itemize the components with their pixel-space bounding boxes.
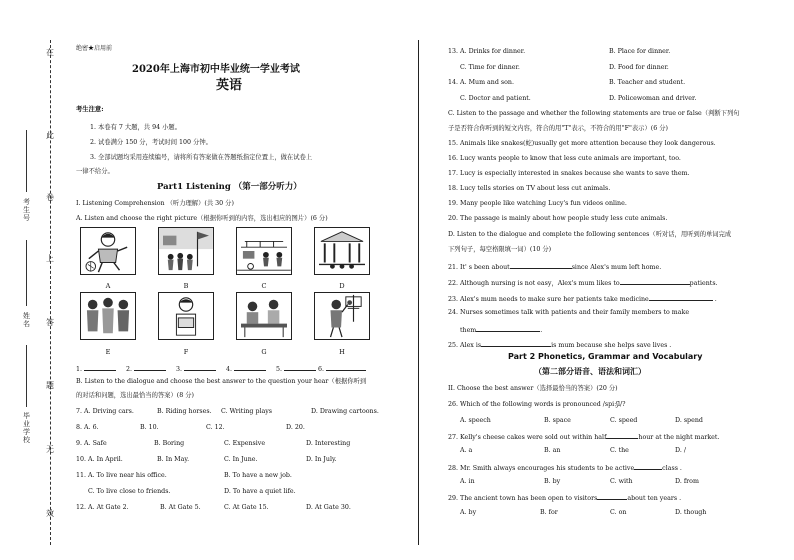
blank-line[interactable] [184, 364, 216, 371]
option[interactable]: C. speed [610, 417, 638, 424]
blank-line[interactable] [84, 364, 116, 371]
section-c-instruction: C. Listen to the passage and whether the following statements are true or false（判断下列句 [448, 110, 740, 117]
question-29-stem: 29. The ancient town has been open to visitors about ten years . [448, 495, 682, 502]
picture-a[interactable] [80, 227, 136, 275]
basketball-icon [315, 293, 369, 339]
blank-line[interactable] [597, 493, 627, 500]
school-field[interactable] [26, 345, 27, 407]
blank-line[interactable] [476, 325, 540, 332]
option[interactable]: C. Expensive [224, 440, 266, 447]
option[interactable]: D. spend [675, 417, 703, 424]
option[interactable]: A. by [460, 509, 477, 516]
picture-c[interactable] [236, 227, 292, 275]
seal-line [50, 40, 51, 545]
option[interactable]: D. Policewoman and driver. [609, 95, 697, 102]
part2-title: Part 2 Phonetics, Grammar and Vocabulary [508, 352, 703, 361]
option[interactable]: B. Boring [154, 440, 185, 447]
blank-line[interactable] [284, 364, 316, 371]
name-label: 姓名 [23, 312, 30, 328]
blank-line[interactable] [326, 364, 366, 371]
section-ii-instruction: II. Choose the best answer（选择最恰当的答案）(20 分) [448, 385, 618, 392]
seal-char: 题 [46, 381, 54, 390]
exam-id-label: 考生号 [23, 198, 30, 222]
question-14-a[interactable]: 14. A. Mum and son. [448, 79, 514, 86]
picture-f[interactable] [158, 292, 214, 340]
seal-char: 无 [46, 445, 54, 454]
option[interactable]: D. / [675, 447, 686, 454]
picture-g[interactable] [236, 292, 292, 340]
option[interactable]: B. At Gate 5. [160, 504, 201, 511]
statement-19: 19. Many people like watching Lucy's fun videos online. [448, 200, 627, 207]
fill-question-23: 23. Alex's mum needs to make sure her patients take medicine . [448, 296, 717, 303]
question-27-stem: 27. Kelly's cheese cakes were sold out within half hour at the night market. [448, 434, 720, 441]
statement-18: 18. Lucy tells stories on TV about less cut animals. [448, 185, 611, 192]
option[interactable]: D. though [675, 509, 707, 516]
blank-line[interactable] [649, 294, 713, 301]
crowd-icon [81, 293, 135, 339]
option[interactable]: A. speech [460, 417, 491, 424]
question-9: 9. A. Safe [76, 440, 107, 447]
seal-char: 答 [46, 318, 54, 327]
picture-label: C [261, 282, 267, 290]
picture-label: F [183, 348, 189, 356]
option[interactable]: D. At Gate 30. [306, 504, 351, 511]
name-field[interactable] [26, 240, 27, 306]
picture-label: H [339, 348, 345, 356]
note-item: 一律不给分。 [76, 168, 114, 175]
question-26-stem: 26. Which of the following words is pronounced /spiːʃl/? [448, 401, 626, 408]
question-10: 10. A. In April. [76, 456, 123, 463]
picture-label: A [105, 282, 111, 290]
picture-b[interactable] [158, 227, 214, 275]
fill-question-24-cont: them . [460, 327, 543, 334]
section-a-instruction: A. Listen and choose the right picture（根据你听到的内容，选出相应的图片）(6 分) [76, 215, 328, 222]
option[interactable]: D. 20. [286, 424, 305, 431]
option[interactable]: C. Time for dinner. [460, 64, 520, 71]
statement-15: 15. Animals like snakes(蛇)usually get more attention because they look dangerous. [448, 140, 716, 147]
question-28-stem: 28. Mr. Smith always encourages his students to be active class . [448, 465, 682, 472]
option[interactable]: B. Teacher and student. [609, 79, 686, 86]
answer-blank-3: 3. [176, 364, 216, 374]
option[interactable]: B. In May. [157, 456, 190, 463]
option[interactable]: C. the [610, 447, 629, 454]
seal-char: 在 [46, 48, 54, 57]
section-d-instruction: 下列句子，每空格限填一词）(10 分) [448, 246, 552, 253]
seal-char: 上 [46, 254, 54, 263]
answer-blank-2: 2. [126, 364, 166, 374]
question-13-a[interactable]: 13. A. Drinks for dinner. [448, 48, 526, 55]
question-7: 7. A. Driving cars. [76, 408, 134, 415]
seal-char: 效 [46, 509, 54, 518]
answer-blank-6: 6. [318, 364, 366, 374]
option[interactable]: B. Place for dinner. [609, 48, 671, 55]
seal-char: 卷 [46, 193, 54, 202]
option[interactable]: D. Drawing cartoons. [311, 408, 379, 415]
blank-line[interactable] [620, 278, 690, 285]
blank-line[interactable] [134, 364, 166, 371]
option[interactable]: A. a [460, 447, 473, 454]
blank-line[interactable] [234, 364, 266, 371]
question-12-a[interactable]: 12. A. At Gate 2. [76, 504, 129, 511]
option[interactable]: C. with [610, 478, 633, 485]
question-8: 8. A. 6. [76, 424, 99, 431]
blank-line[interactable] [510, 262, 572, 269]
section-c-instruction: 子是否符合你听到的短文内容，符合的用"T"表示，不符合的用"F"表示）(6 分) [448, 125, 668, 132]
school-label: 毕业学校 [23, 412, 30, 444]
answer-blank-5: 5. [276, 364, 316, 374]
option[interactable]: D. Interesting [306, 440, 351, 447]
subject-title: 英语 [216, 78, 243, 93]
option[interactable]: C. Doctor and patient. [460, 95, 531, 102]
man-reading-icon [159, 293, 213, 339]
fill-question-22: 22. Although nursing is not easy，Alex's mum likes to patients. [448, 280, 718, 287]
picture-label: G [261, 348, 267, 356]
boy-soccer-icon [81, 228, 135, 274]
option[interactable]: C. Writing plays [221, 408, 273, 415]
fill-question-25: 25. Alex is is mum because she helps save lives . [448, 342, 672, 349]
option[interactable]: B. To have a new job. [224, 472, 292, 479]
blank-line[interactable] [634, 463, 662, 470]
exam-id-field[interactable] [26, 130, 27, 192]
option[interactable]: B. by [544, 478, 561, 485]
part1-title: Part1 Listening （第一部分听力） [157, 182, 302, 192]
blank-line[interactable] [606, 432, 638, 439]
note-item: 3. 全部试题均采用连续编号，请将所有答案做在答题纸指定位置上，做在试卷上 [90, 154, 313, 161]
picture-label: E [105, 348, 111, 356]
statement-16: 16. Lucy wants people to know that less cute animals are important, too. [448, 155, 681, 162]
section-b-instruction: B. Listen to the dialogue and choose the best answer to the question your hear（根据你听到 [76, 378, 367, 385]
note-item: 1. 本卷有 7 大题，共 94 小题。 [90, 124, 182, 131]
option[interactable]: C. 12. [206, 424, 225, 431]
option[interactable]: C. To live close to friends. [88, 488, 171, 495]
exam-title: 2020年上海市初中毕业统一学业考试 [132, 64, 300, 75]
section-b-instruction: 的对话和问题，选出最恰当的答案）(8 分) [76, 392, 194, 399]
picture-d[interactable] [314, 227, 370, 275]
binding-margin [0, 0, 62, 560]
picture-label: B [183, 282, 189, 290]
option[interactable]: D. In July. [306, 456, 337, 463]
section-d-instruction: D. Listen to the dialogue and complete the following sentences（听对话，用听到的单词完成 [448, 231, 732, 238]
option[interactable]: C. on [610, 509, 627, 516]
museum-icon [315, 228, 369, 274]
question-11-a[interactable]: 11. A. To live near his office. [76, 472, 167, 479]
answer-blank-4: 4. [226, 364, 266, 374]
fill-question-21: 21. It' s been about since Alex's mum left home. [448, 264, 662, 271]
column-divider [418, 40, 419, 545]
notes-heading: 考生注意: [76, 106, 104, 113]
students-desk-icon [237, 293, 291, 339]
picture-label: D [339, 282, 345, 290]
answer-blank-1: 1. [76, 364, 116, 374]
option[interactable]: B. an [544, 447, 561, 454]
option[interactable]: B. for [540, 509, 558, 516]
option[interactable]: C. At Gate 15. [224, 504, 269, 511]
seal-char: 此 [46, 131, 54, 140]
flag-ceremony-icon [159, 228, 213, 274]
statement-17: 17. Lucy is especially interested in snakes because she wants to save them. [448, 170, 690, 177]
option[interactable]: B. space [544, 417, 571, 424]
option[interactable]: B. Riding horses. [157, 408, 212, 415]
option[interactable]: C. In June. [224, 456, 258, 463]
blank-line[interactable] [481, 340, 551, 347]
picture-h[interactable] [314, 292, 370, 340]
construction-icon [237, 228, 291, 274]
part2-subtitle: （第二部分语音、语法和词汇） [534, 366, 646, 376]
statement-20: 20. The passage is mainly about how people study less cute animals. [448, 215, 668, 222]
option[interactable]: D. from [675, 478, 699, 485]
option[interactable]: D. Food for dinner. [609, 64, 669, 71]
confidential-mark: 绝密★启用前 [76, 45, 113, 52]
option[interactable]: D. To have a quiet life. [224, 488, 296, 495]
note-item: 2. 试卷满分 150 分，考试时间 100 分钟。 [90, 139, 212, 146]
fill-question-24: 24. Nurses sometimes talk with patients and their family members to make [448, 309, 690, 316]
option[interactable]: A. in [460, 478, 475, 485]
picture-e[interactable] [80, 292, 136, 340]
section-listening: I. Listening Comprehension （听力理解）(共 30 分) [76, 200, 234, 207]
option[interactable]: B. 10. [140, 424, 159, 431]
